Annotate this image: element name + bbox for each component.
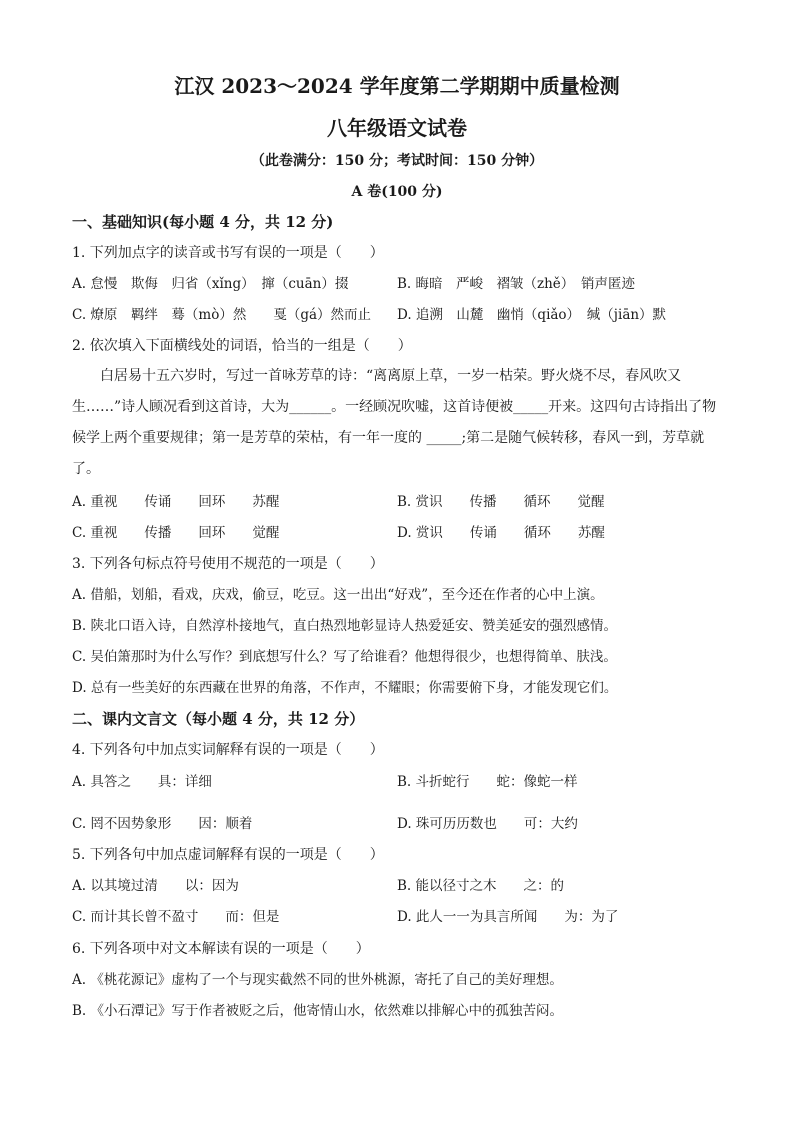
q3-option-d: D. 总有一些美好的东西藏在世界的角落，不作声，不耀眼；你需要俯下身，才能发现它们。 <box>72 680 618 696</box>
q2-option-a: A. 重视 传诵 回环 苏醒 <box>72 494 280 510</box>
q5-option-d: D. 此人一一为具言所闻 为：为了 <box>397 909 619 925</box>
q3-option-a: A. 借船，划船，看戏，庆戏，偷豆，吃豆。这一出出“好戏”，至今还在作者的心中上演。 <box>72 587 604 603</box>
q4-option-a: A. 具答之 具：详细 <box>72 774 212 790</box>
q1-option-c: C. 燎原 羁绊 蓦（mò）然 戛（gá）然而止 <box>72 307 372 323</box>
q5-option-b: B. 能以径寸之木 之：的 <box>397 878 565 894</box>
q1-option-d: D. 追溯 山麓 幽悄（qiǎo） 缄（jiān）默 <box>397 307 667 323</box>
q6-stem: 6. 下列各项中对文本解读有误的一项是（ ） <box>72 941 370 957</box>
q6-option-b: B. 《小石潭记》写于作者被贬之后，他寄情山水，依然难以排解心中的孤独苦闷。 <box>72 1003 564 1019</box>
q3-option-c: C. 吴伯箫那时为什么写作？到底想写什么？写了给谁看？他想得很少，也想得简单、肤浅。 <box>72 649 617 665</box>
q2-option-c: C. 重视 传播 回环 觉醒 <box>72 525 280 541</box>
q4-option-b: B. 斗折蛇行 蛇：像蛇一样 <box>397 774 578 790</box>
section2-heading: 二、课内文言文（每小题 4 分，共 12 分） <box>72 710 365 728</box>
q3-stem: 3. 下列各句标点符号使用不规范的一项是（ ） <box>72 556 384 572</box>
q1-stem: 1. 下列加点字的读音或书写有误的一项是（ ） <box>72 245 384 261</box>
q5-stem: 5. 下列各句中加点虚词解释有误的一项是（ ） <box>72 847 384 863</box>
q4-option-c: C. 罔不因势象形 因：顺着 <box>72 816 253 832</box>
exam-subtitle: 八年级语文试卷 <box>327 116 467 140</box>
q1-option-a: A. 怠慢 欺侮 归省（xǐng） 撺（cuān）掇 <box>72 276 349 292</box>
q4-stem: 4. 下列各句中加点实词解释有误的一项是（ ） <box>72 742 384 758</box>
section1-heading: 一、基础知识(每小题 4 分，共 12 分) <box>72 213 334 231</box>
exam-title: 江汉 2023～2024 学年度第二学期期中质量检测 <box>174 74 620 98</box>
q5-option-c: C. 而计其长曾不盈寸 而：但是 <box>72 909 280 925</box>
q3-option-b: B. 陕北口语入诗，自然淳朴接地气，直白热烈地彰显诗人热爱延安、赞美延安的强烈感情。 <box>72 618 618 634</box>
q2-stem: 2. 依次填入下面横线处的词语，恰当的一组是（ ） <box>72 338 412 354</box>
q1-option-b: B. 晦暗 严峻 褶皱（zhě） 销声匿迹 <box>397 276 636 292</box>
q2-option-b: B. 赏识 传播 循环 觉醒 <box>397 494 605 510</box>
exam-info: （此卷满分：150 分；考试时间：150 分钟） <box>250 153 544 169</box>
q2-passage: 白居易十五六岁时，写过一首咏芳草的诗：“离离原上草，一岁一枯荣。野火烧不尽，春风吹又生……”诗人顾况看到这首诗，大为______。一经顾况吹嘘，这首诗便被_____开来。这四句古诗指出了物候学上两个重要规律；第一是芳草的荣枯，有一年一度的 _____;第二是随气候转移，春风一到，芳草就了。 <box>72 368 717 477</box>
q5-option-a: A. 以其境过清 以：因为 <box>72 878 239 894</box>
q6-option-a: A. 《桃花源记》虚构了一个与现实截然不同的世外桃源，寄托了自己的美好理想。 <box>72 972 563 988</box>
q2-option-d: D. 赏识 传诵 循环 苏醒 <box>397 525 605 541</box>
volume-label: A 卷(100 分) <box>351 184 443 200</box>
q4-option-d: D. 珠可历历数也 可：大约 <box>397 816 578 832</box>
